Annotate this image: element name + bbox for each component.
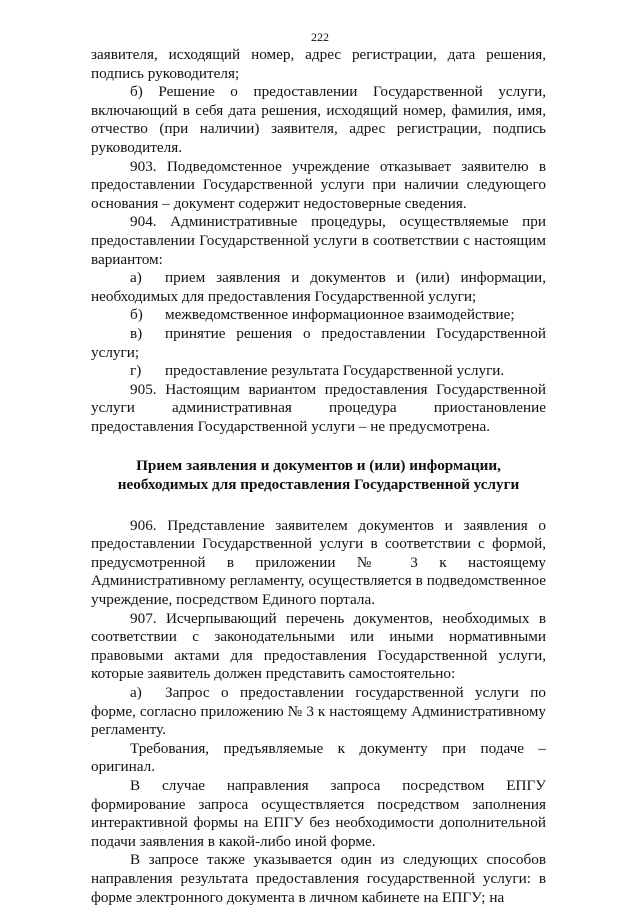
list-item-a <box>91 269 546 306</box>
paragraph-item-b-decision: б) Решение о предоставлении Государственной услуги, включающий в себя дата решения, исходящий номер, фамилия, имя, отчество (при наличии) заявителя, адрес регистрации, подпись руководителя. <box>91 83 546 156</box>
document-body <box>91 46 546 907</box>
section-heading <box>91 457 546 494</box>
list-item-text: Запрос о предоставлении государственной услуги по форме, согласно приложению № 3 к настоящему Административному регламенту. <box>91 684 546 739</box>
paragraph-907: 907. Исчерпывающий перечень документов, необходимых в соответствии с законодательными или иными нормативными правовыми актами для предоставления Государственной услуги, которые заявитель должен представить самостоятельно: <box>91 609 546 683</box>
page-number: 222 <box>311 30 329 44</box>
paragraph-906: 906. Представление заявителем документов и заявления о предоставлении Государственной услуги в соответствии с формой, предусмотренной в приложении № 3 к настоящему Административному регламенту, осуществляется в подведомственное учреждение, посредством Единого портала. <box>91 516 546 609</box>
paragraph-requirements: Требования, предъявляемые к документу при подаче – оригинал. <box>91 739 546 776</box>
list-marker: б) <box>130 306 143 324</box>
list-item-text: предоставление результата Государственной услуги. <box>165 362 505 380</box>
paragraph-904: 904. Административные процедуры, осуществляемые при предоставлении Государственной услуги в соответствии с настоящим вариантом: <box>91 213 546 268</box>
section-heading-line-1: Прием заявления и документов и (или) информации, <box>136 457 501 475</box>
section-heading-line-2: необходимых для предоставления Государственной услуги <box>117 476 520 494</box>
list-item-text: межведомственное информационное взаимодействие; <box>165 306 515 324</box>
list-item-g <box>91 362 546 381</box>
paragraph-903: 903. Подведомстенное учреждение отказывает заявителю в предоставлении Государственной услуги при наличии следующего основания – документ содержит недостоверные сведения. <box>91 157 546 212</box>
paragraph-epgu-request: В случае направления запроса посредством ЕПГУ формирование запроса осуществляется посредством заполнения интерактивной формы на ЕПГУ без необходимости дополнительной подачи заявления в какой-либо иной форме. <box>91 776 546 850</box>
list-item-a-request <box>91 684 546 740</box>
list-marker: в) <box>130 324 143 342</box>
list-item-b <box>91 306 546 325</box>
list-marker: а) <box>130 684 142 701</box>
list-item-text: принятие решения о предоставлении Государственной услуги; <box>91 324 546 361</box>
paragraph-result-methods: В запросе также указывается один из следующих способов направления результата предоставления государственной услуги: в форме электронного документа в личном кабинете на ЕПГУ; на <box>91 851 546 906</box>
list-item-v <box>91 325 546 362</box>
list-marker: г) <box>130 362 142 380</box>
list-item-text: прием заявления и документов и (или) информации, необходимых для предоставления Государственной услуги; <box>91 269 546 305</box>
paragraph-continuation: заявителя, исходящий номер, адрес регистрации, дата решения, подпись руководителя; <box>91 46 546 82</box>
paragraph-905: 905. Настоящим вариантом предоставления Государственной услуги административная процедура приостановление предоставления Государственной услуги – не предусмотрена. <box>91 380 546 435</box>
list-marker: а) <box>130 269 142 287</box>
